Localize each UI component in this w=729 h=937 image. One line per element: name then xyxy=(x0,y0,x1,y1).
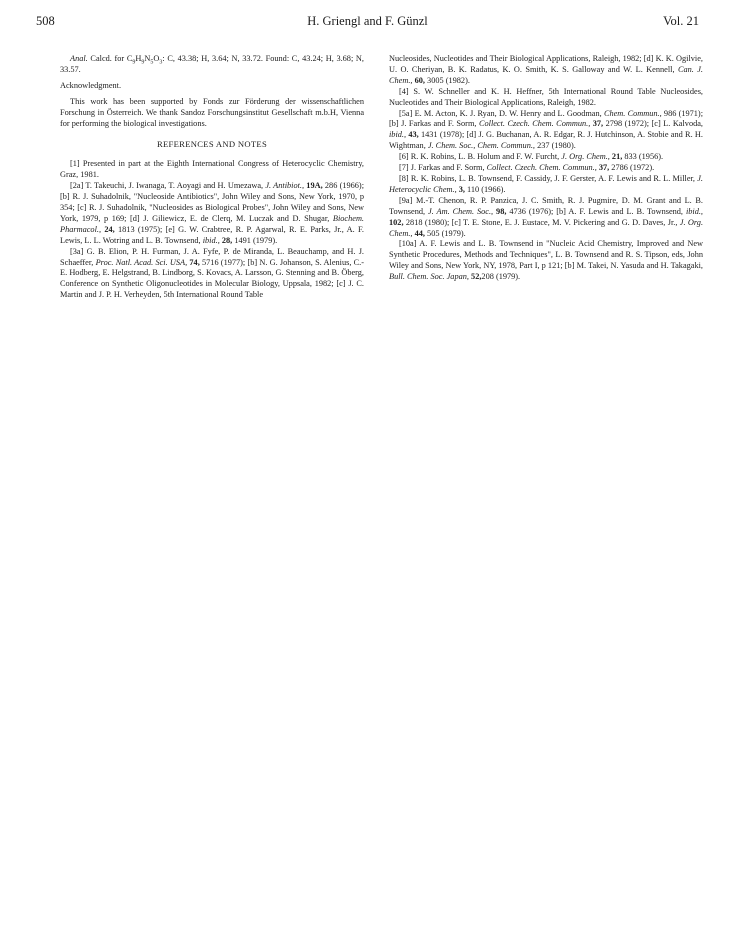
reference-3: [3a] G. B. Elion, P. H. Furman, J. A. Fyfe, P. de Miranda, L. Beauchamp, and H. J. Schaeffer, Proc. Natl. Acad. Sci. USA, 74, 5716 (1977); [b] N. G. Johanson, S. Alenius, C.-E. Hodberg, E. Helgstrand, B. Lindborg, S. Kovacs, A. Larsson, G. Stenning and B. Öberg, Conference on Synthetic Oligonucleotides in Molecular Biology, Uppsala, 1982; [c] J. C. Martin and J. P. H. Verheyden, 5th International Round Table xyxy=(60,246,364,300)
page-number: 508 xyxy=(36,14,55,28)
reference-9: [9a] M.-T. Chenon, R. P. Panzica, J. C. Smith, R. J. Pugmire, D. M. Grant and L. B. Townsend, J. Am. Chem. Soc., 98, 4736 (1976); [b] A. F. Lewis and L. B. Townsend, ibid., 102, 2818 (1980); [c] T. E. Stone, E. J. Eustace, M. V. Pickering and G. D. Daves, Jr., J. Org. Chem., 44, 505 (1979). xyxy=(389,195,704,238)
reference-8: [8] R. K. Robins, L. B. Townsend, F. Cassidy, J. F. Gerster, A. F. Lewis and R. L. Miller, J. Heterocyclic Chem., 3, 110 (1966). xyxy=(389,173,704,194)
reference-5: [5a] E. M. Acton, K. J. Ryan, D. W. Henry and L. Goodman, Chem. Commun., 986 (1971); [b] J. Farkas and F. Sorm, Collect. Czech. Chem. Commun., 37, 2798 (1972); [c] L. Kalvoda, ibid., 43, 1431 (1978); [d] J. G. Buchanan, A. R. Edgar, R. J. Hutchinson, A. Stobie and R. H. Wightman, J. Chem. Soc., Chem. Commun., 237 (1980). xyxy=(389,108,704,151)
reference-7: [7] J. Farkas and F. Sorm, Collect. Czech. Chem. Commun., 37, 2786 (1972). xyxy=(399,163,655,173)
left-column xyxy=(60,54,364,301)
reference-4: [4] S. W. Schneller and K. H. Heffner, 5th International Round Table Nucleosides, Nucleotides and Their Biological Applications, Raleigh, 1982. xyxy=(389,86,703,107)
volume-label: Vol. 21 xyxy=(663,14,699,28)
acknowledgment-text: This work has been supported by Fonds zur Förderung der wissenschaftlichen Forschung in Österreich. We thank Sandoz Forschungsinstitut Gesellschaft m.b.H, Vienna for performing the biological investigations. xyxy=(60,96,364,128)
acknowledgment-heading: Acknowledgment. xyxy=(60,80,122,90)
reference-2: [2a] T. Takeuchi, J. Iwanaga, T. Aoyagi and H. Umezawa, J. Antibiot., 19A, 286 (1966); [b] R. J. Suhadolnik, "Nucleoside Antibiotics", John Wiley and Sons, New York, 1970, p 354; [c] R. J. Suhadolnik, "Nucleosides as Biological Probes", John Wiley and Sons, New York, 1979, p 169; [d] J. Giliewicz, E. de Clerq, M. Luczak and D. Shugar, Biochem. Pharmacol., 24, 1813 (1975); [e] G. W. Crabtree, R. P. Agarwal, R. E. Parks, Jr., A. F. Lewis, L. L. Wotring and L. B. Townsend, ibid., 28, 1491 (1979). xyxy=(60,181,365,245)
references-heading: REFERENCES AND NOTES xyxy=(156,139,268,150)
running-title: H. Griengl and F. Günzl xyxy=(307,14,428,28)
elemental-analysis: Anal. Calcd. for $C_9H_9N_5O_3$: C, 43.38; H, 3.64; N, 33.72. Found: C, 43.24; H, 3.68; N, 33.57. xyxy=(60,54,364,74)
reference-10: [10a] A. F. Lewis and L. B. Townsend in "Nucleic Acid Chemistry, Improved and New Synthetic Procedures, Methods and Techniques", L. B. Townsend and R. S. Tipson, eds, John Wiley and Sons, New York, NY, 1978, Part I, p 121; [b] M. Takei, N. Yasuda and H. Takagaki, Bull. Chem. Soc. Japan, 52,208 (1979). xyxy=(389,239,703,282)
running-header xyxy=(36,14,699,34)
reference-1: [1] Presented in part at the Eighth International Congress of Heterocyclic Chemistry, Graz, 1981. xyxy=(60,159,364,180)
reference-6: [6] R. K. Robins, L. B. Holum and F. W. Furcht, J. Org. Chem., 21, 833 (1956). xyxy=(399,152,664,162)
right-column xyxy=(389,54,703,283)
reference-3-continued: Nucleosides, Nucleotides and Their Biological Applications, Raleigh, 1982; [d] K. K. Ogilvie, U. O. Cheriyan, B. K. Radatus, K. O. Smith, K. S. Galloway and W. L. Kennell, Can. J. Chem., 60, 3005 (1982). xyxy=(389,54,703,85)
